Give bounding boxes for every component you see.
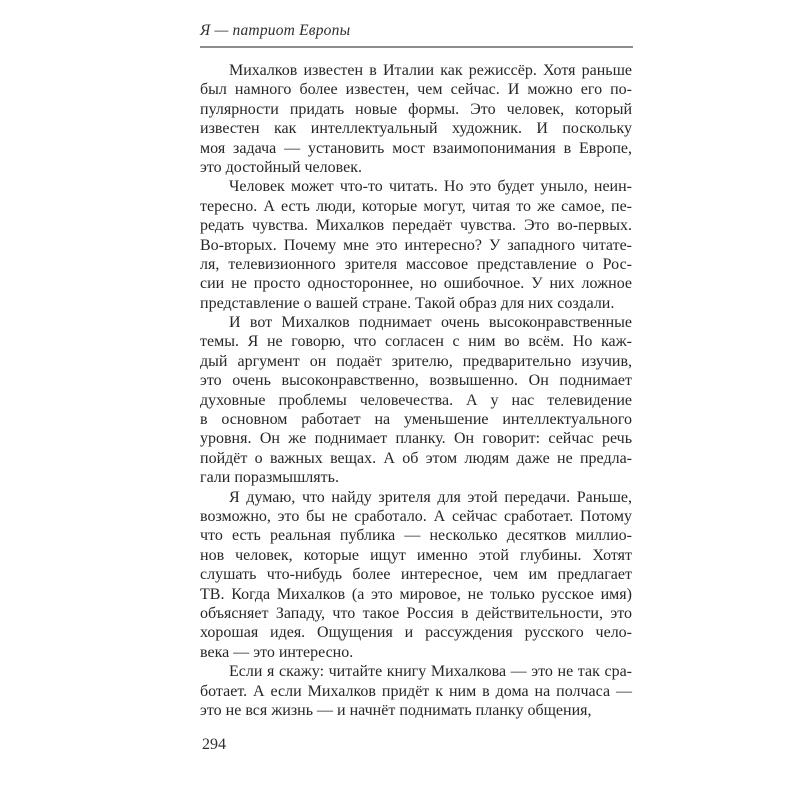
text-line: Я думаю, что найду зрителя для этой передачи. Раньше, (229, 488, 632, 506)
text-line: Во-вторых. Почему мне это интересно? У западного читате- (200, 236, 632, 254)
text-line: известен как интеллектуальный художник. И поскольку (200, 120, 632, 138)
text-line: уровня. Он же поднимает планку. Он говорит: сейчас речь (200, 430, 632, 448)
text-line: хорошая идея. Ощущения и рассуждения русского чело- (200, 624, 632, 642)
text-line: пойдёт о важных вещах. А об этом людям даже не предла- (200, 449, 632, 467)
text-line: духовные проблемы человечества. А у нас телевидение (200, 391, 632, 409)
header-rule (200, 46, 633, 48)
text-line: в основном работает на уменьшение интеллектуального (200, 411, 632, 429)
text-line: пулярности придать новые формы. Это человек, который (200, 100, 632, 118)
text-line: века — это интересно. (200, 643, 354, 661)
text-line: объясняет Западу, что такое Россия в действительности, это (200, 604, 632, 622)
text-line: Человек может что-то читать. Но это будет уныло, неин- (229, 178, 632, 196)
body-text (200, 61, 632, 720)
text-line: слушать что-нибудь более интересное, чем им предлагает (200, 566, 632, 584)
text-line: что есть реальная публика — несколько десятков миллио- (200, 527, 632, 545)
text-line: представление о вашей стране. Такой образ для них создали. (200, 294, 615, 312)
running-header: Я — патриот Европы (200, 22, 351, 39)
text-line: возможно, это бы не сработало. А сейчас сработает. Потому (200, 507, 632, 525)
text-line: моя задача — установить мост взаимопонимания в Европе, (200, 139, 632, 157)
text-line: ботает. А если Михалков придёт к ним в дома на полчаса — (200, 682, 632, 700)
text-line: темы. Я не говорю, что согласен с ним во всём. Но каж- (200, 333, 632, 351)
text-line: гали поразмышлять. (200, 469, 339, 487)
text-line: редать чувства. Михалков передаёт чувства. Это во-первых. (200, 217, 632, 235)
text-line: дый аргумент он подаёт зрителю, предварительно изучив, (200, 352, 632, 370)
text-line: был намного более известен, чем сейчас. И можно его по- (200, 81, 632, 99)
text-line: ТВ. Когда Михалков (а это мировое, не только русское имя) (200, 585, 632, 603)
text-line: нов человек, которые ищут именно этой глубины. Хотят (200, 546, 632, 564)
text-line: это достойный человек. (200, 158, 362, 176)
text-line: это очень высоконравственно, возвышенно. Он поднимает (200, 372, 632, 390)
text-line: Михалков известен в Италии как режиссёр. Хотя раньше (229, 62, 632, 79)
text-line: И вот Михалков поднимает очень высоконравственные (229, 314, 632, 332)
text-line: это не вся жизнь — и начнёт поднимать планку общения, (200, 701, 592, 719)
text-line: Если я скажу: читайте книгу Михалкова — это не так сра- (229, 663, 632, 681)
text-line: тересно. А есть люди, которые могут, читая то же самое, пе- (200, 197, 632, 215)
text-line: сии не просто одностороннее, но ошибочное. У них ложное (200, 275, 632, 293)
text-line: ля, телевизионного зрителя массовое представление о Рос- (200, 255, 632, 273)
page-number: 294 (202, 736, 226, 753)
